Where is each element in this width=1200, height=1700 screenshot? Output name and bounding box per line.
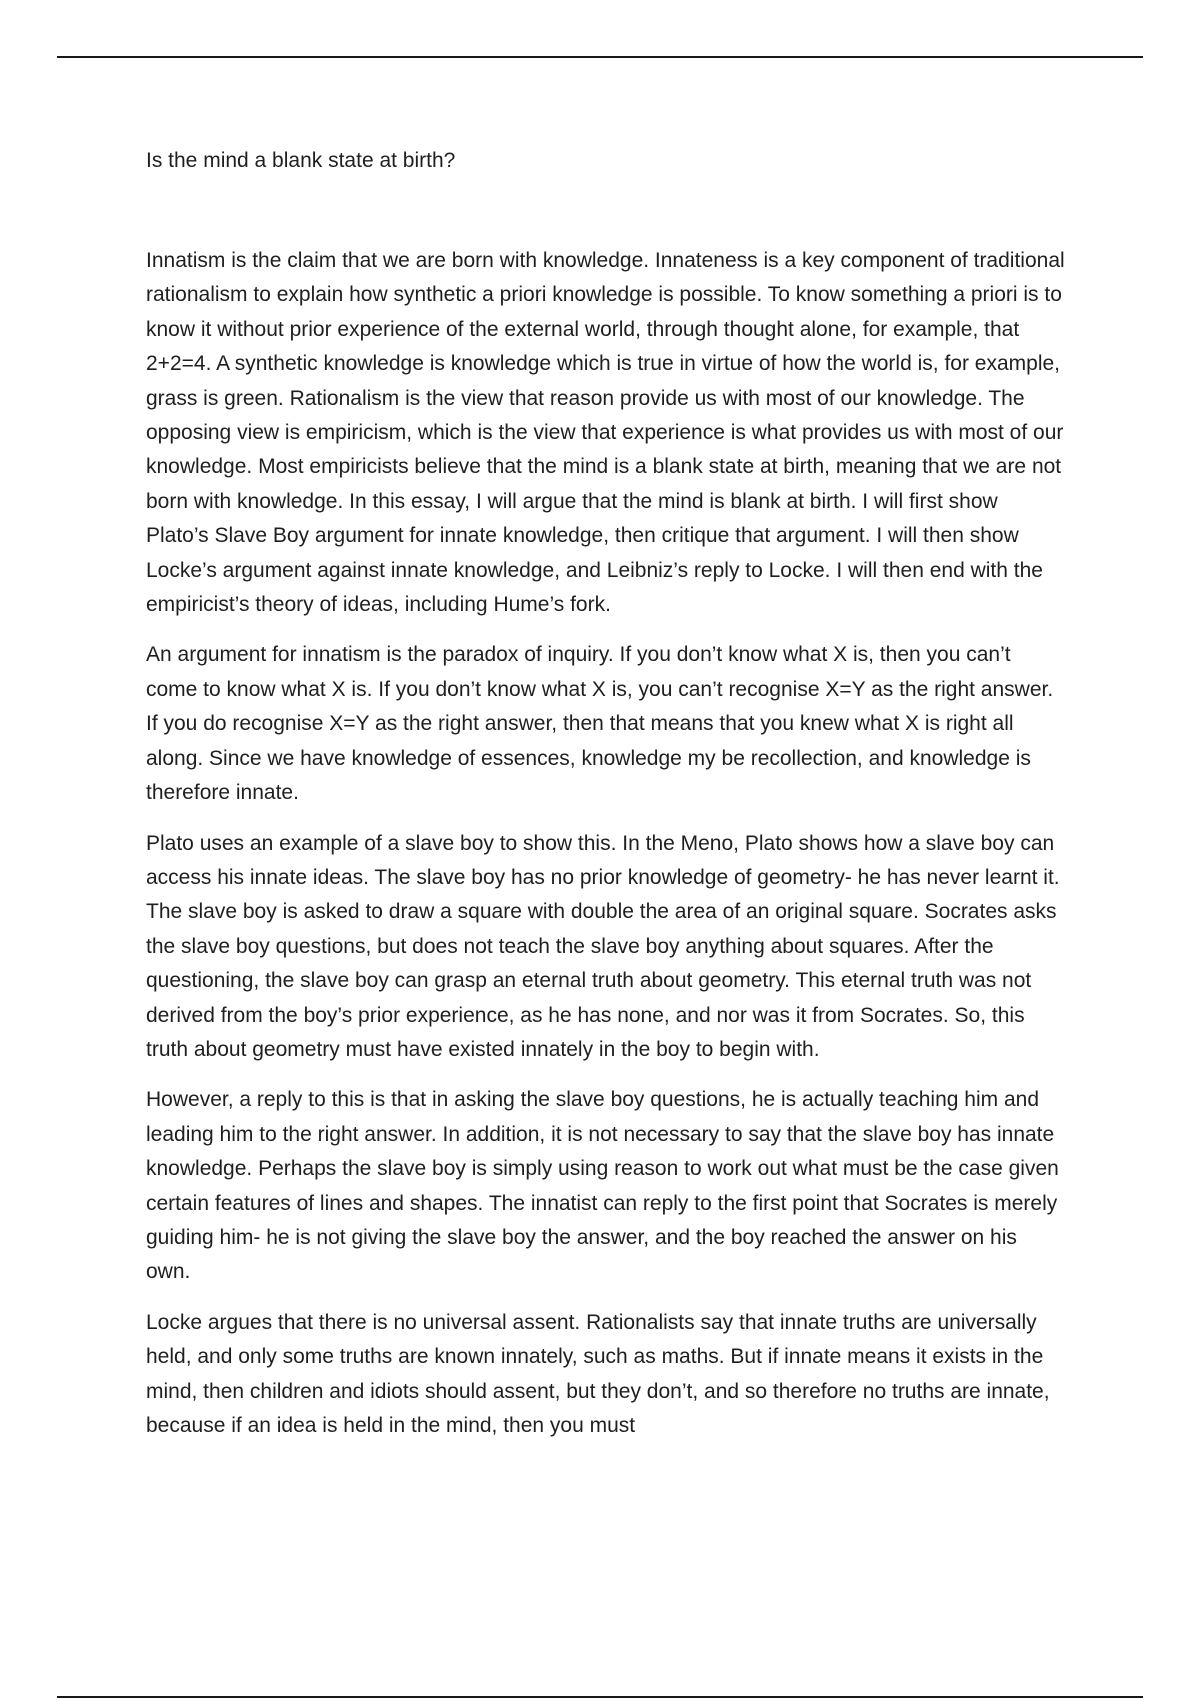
- paragraph-locke: Locke argues that there is no universal assent. Rationalists say that innate truths are universally held, and only some truths are known innately, such as maths. But if innate means it exists in the mind, then children and idiots should assent, but they don’t, and so therefore no truths are innate, because if an idea is held in the mind, then you must: [146, 1310, 1050, 1437]
- paragraph-slave-boy: Plato uses an example of a slave boy to show this. In the Meno, Plato shows how a slave boy can access his innate ideas. The slave boy has no prior knowledge of geometry- he has never learnt it. The slave boy is asked to draw a square with double the area of an original square. Socrates asks the slave boy questions, but does not teach the slave boy anything about squares. After the questioning, the slave boy can grasp an eternal truth about geometry. This eternal truth was not derived from the boy’s prior experience, as he has none, and nor was it from Socrates. So, this truth about geometry must have existed innately in the boy to begin with.: [146, 831, 1060, 1061]
- header-rule: [57, 56, 1143, 58]
- document-page: [146, 146, 1066, 1459]
- document-body: [146, 244, 1066, 1443]
- paragraph-intro: Innatism is the claim that we are born with knowledge. Innateness is a key component of traditional rationalism to explain how synthetic a priori knowledge is possible. To know something a priori is to know it without prior experience of the external world, through thought alone, for example, that 2+2=4. A synthetic knowledge is knowledge which is true in virtue of how the world is, for example, grass is green. Rationalism is the view that reason provide us with most of our knowledge. The opposing view is empiricism, which is the view that experience is what provides us with most of our knowledge. Most empiricists believe that the mind is a blank state at birth, meaning that we are not born with knowledge. In this essay, I will argue that the mind is blank at birth. I will first show Plato’s Slave Boy argument for innate knowledge, then critique that argument. I will then show Locke’s argument against innate knowledge, and Leibniz’s reply to Locke. I will then end with the empiricist’s theory of ideas, including Hume’s fork.: [146, 249, 1065, 617]
- paragraph-critique: However, a reply to this is that in asking the slave boy questions, he is actually teaching him and leading him to the right answer. In addition, it is not necessary to say that the slave boy has innate knowledge. Perhaps the slave boy is simply using reason to work out what must be the case given certain features of lines and shapes. The innatist can reply to the first point that Socrates is merely guiding him- he is not giving the slave boy the answer, and the boy reached the answer on his own.: [146, 1088, 1059, 1284]
- document-title: Is the mind a blank state at birth?: [146, 149, 456, 172]
- footer-rule: [57, 1696, 1143, 1698]
- paragraph-paradox-of-inquiry: An argument for innatism is the paradox of inquiry. If you don’t know what X is, then you can’t come to know what X is. If you don’t know what X is, you can’t recognise X=Y as the right answer. If you do recognise X=Y as the right answer, then that means that you knew what X is right all along. Since we have knowledge of essences, knowledge my be recollection, and knowledge is therefore innate.: [146, 643, 1054, 805]
